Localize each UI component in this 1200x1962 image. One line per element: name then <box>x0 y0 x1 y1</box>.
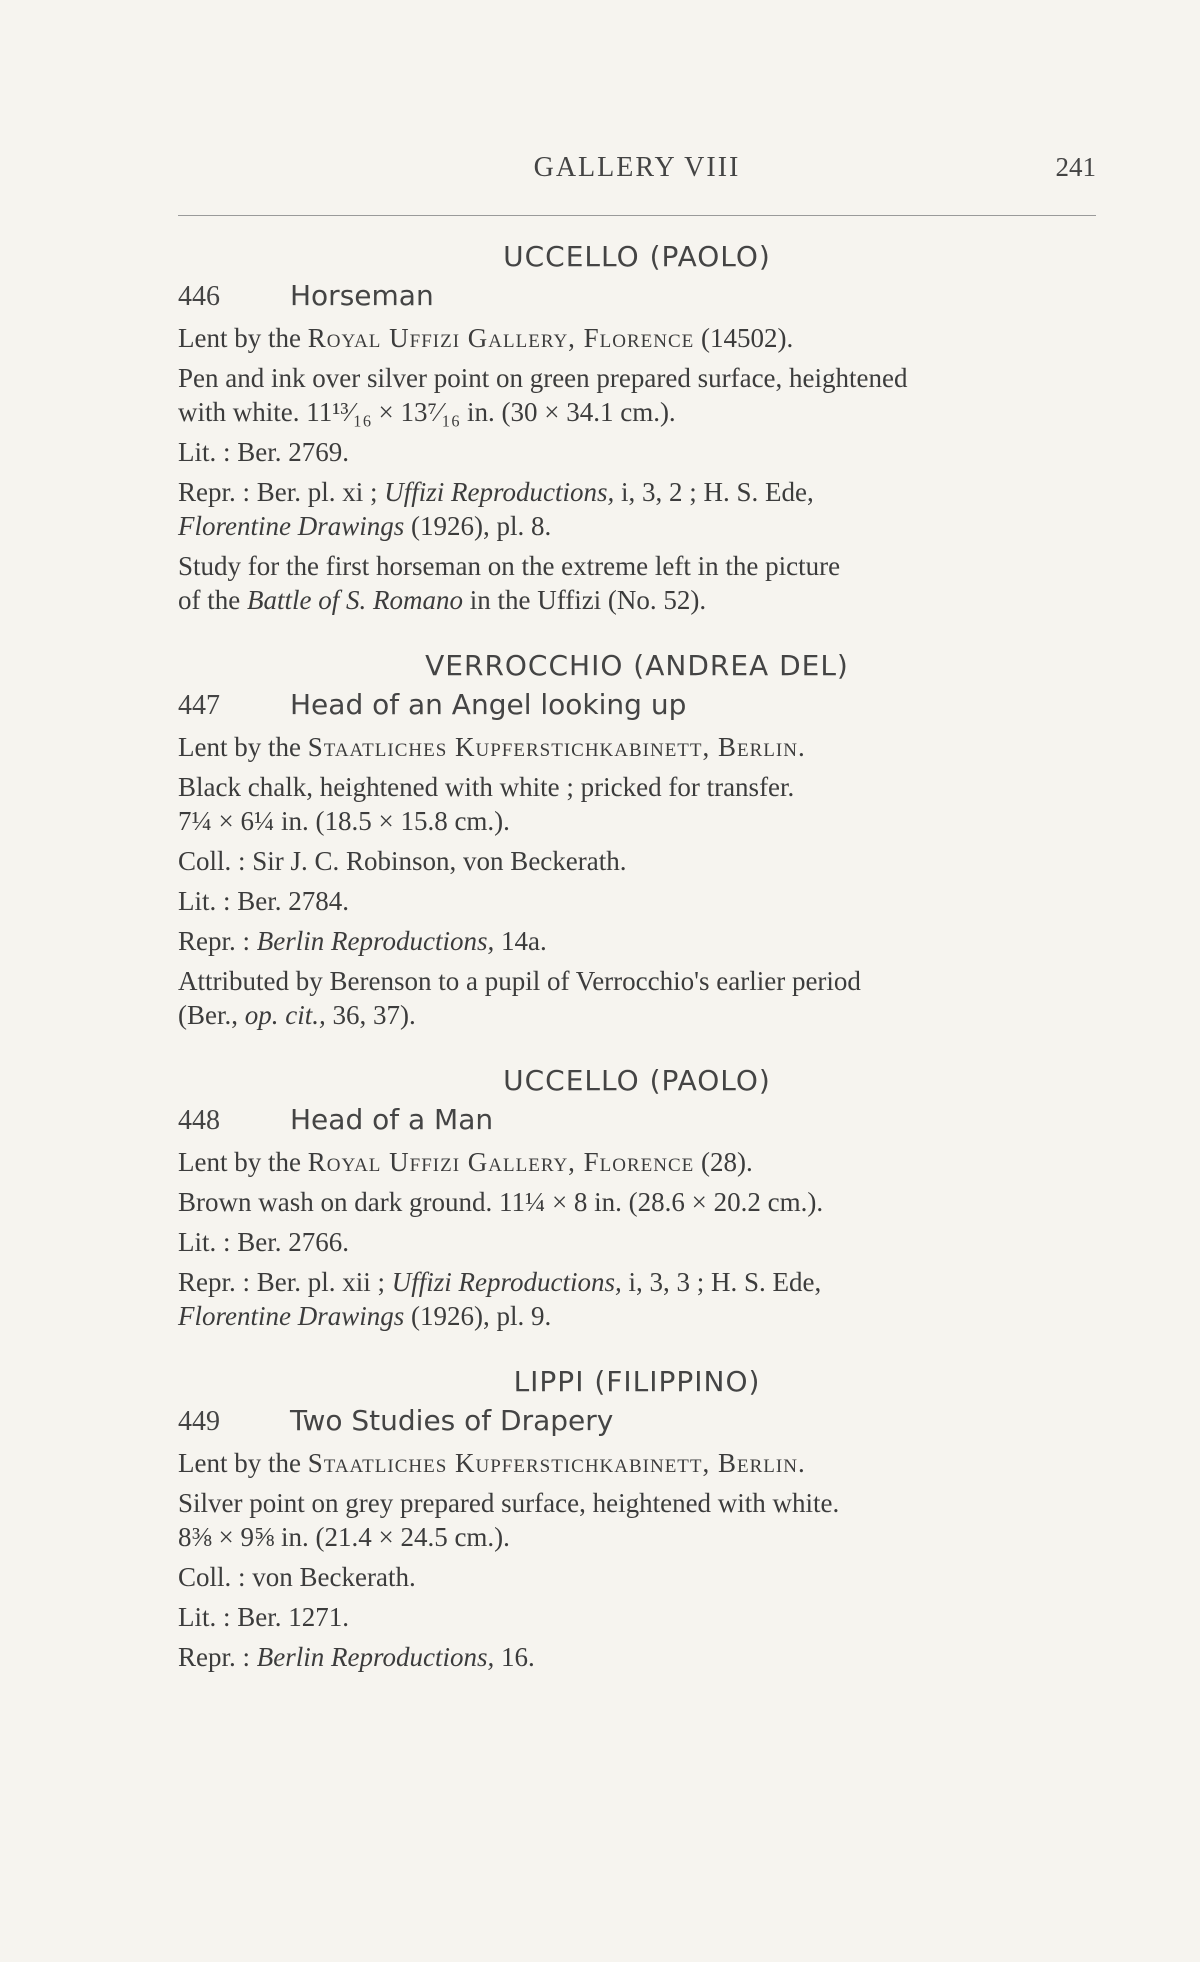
collection-line: Coll. : Sir J. C. Robinson, von Beckerath. <box>178 846 627 876</box>
note-suffix: 36, 37). <box>325 1000 416 1030</box>
repr-prefix: Repr. : <box>178 926 257 956</box>
note-line-2 <box>178 998 1096 1032</box>
note-italic: op. cit., <box>244 1000 326 1030</box>
reproductions-line-2 <box>178 509 1096 543</box>
entry-heading <box>178 279 1096 313</box>
literature-line: Lit. : Ber. 2766. <box>178 1227 349 1257</box>
artist-heading: UCCELLO (PAOLO) <box>503 240 771 273</box>
running-header <box>178 152 1096 192</box>
catalogue-entry-446 <box>178 240 1096 617</box>
entry-title: Horseman <box>290 279 434 312</box>
repr-end: 14a. <box>494 926 547 956</box>
medium-line: Black chalk, heightened with white ; pricked for transfer. <box>178 772 795 802</box>
entry-number: 449 <box>178 1406 220 1437</box>
lent-prefix: Lent by the <box>178 323 308 353</box>
repr-middle: i, 3, 3 ; H. S. Ede, <box>621 1267 822 1297</box>
repr-middle: i, 3, 2 ; H. S. Ede, <box>614 477 814 507</box>
catalogue-entry-449 <box>178 1365 1096 1674</box>
entry-title: Head of an Angel looking up <box>290 688 687 721</box>
repr-source: Berlin Reproductions, <box>256 926 495 956</box>
repr-prefix: Repr. : Ber. pl. xii ; <box>178 1267 392 1297</box>
entry-title: Head of a Man <box>290 1103 494 1136</box>
reproductions-line <box>178 475 1096 509</box>
catalogue-entry-447 <box>178 649 1096 1032</box>
lent-suffix: (28). <box>694 1147 753 1177</box>
note-italic: Battle of S. Romano <box>246 585 463 615</box>
lender-line <box>178 1145 1096 1179</box>
note-line: Study for the first horseman on the extreme left in the picture <box>178 551 841 581</box>
catalogue-content <box>178 240 1096 1680</box>
entry-number: 448 <box>178 1105 220 1136</box>
reproductions-line <box>178 924 1096 958</box>
lender-line <box>178 321 1096 355</box>
lent-prefix: Lent by the <box>178 1147 308 1177</box>
header-rule <box>178 215 1096 216</box>
lender-name: Royal Uffizi Gallery, Florence <box>307 1147 695 1177</box>
repr-prefix: Repr. : Ber. pl. xi ; <box>178 477 385 507</box>
artist-heading: VERROCCHIO (ANDREA DEL) <box>425 649 849 682</box>
medium-line: Silver point on grey prepared surface, heightened with white. <box>178 1488 840 1518</box>
lent-prefix: Lent by the <box>178 732 308 762</box>
repr-end: 16. <box>494 1642 535 1672</box>
note-prefix: of the <box>178 585 247 615</box>
repr-prefix: Repr. : <box>178 1642 257 1672</box>
reproductions-line-2 <box>178 1299 1096 1333</box>
lent-prefix: Lent by the <box>178 1448 308 1478</box>
lender-name: Staatliches Kupferstichkabinett, Berlin. <box>307 1448 806 1478</box>
lender-line <box>178 1446 1096 1480</box>
repr-end: (1926), pl. 9. <box>404 1301 552 1331</box>
entry-heading <box>178 1404 1096 1438</box>
repr-source: Berlin Reproductions, <box>256 1642 495 1672</box>
medium-line: Brown wash on dark ground. 11¼ × 8 in. (28.6 × 20.2 cm.). <box>178 1187 824 1217</box>
lender-name: Royal Uffizi Gallery, Florence <box>307 323 695 353</box>
lender-line <box>178 730 1096 764</box>
entry-number: 447 <box>178 690 220 721</box>
artist-heading: LIPPI (FILIPPINO) <box>513 1365 761 1398</box>
entry-number: 446 <box>178 281 220 312</box>
dimensions-line: with white. 11¹³⁄₁₆ × 13⁷⁄₁₆ in. (30 × 34.1 cm.). <box>178 397 676 427</box>
entry-heading <box>178 688 1096 722</box>
note-line: Attributed by Berenson to a pupil of Verrocchio's earlier period <box>178 966 861 996</box>
dimensions-line: 7¼ × 6¼ in. (18.5 × 15.8 cm.). <box>178 806 510 836</box>
page-number: 241 <box>1055 152 1096 182</box>
entry-heading <box>178 1103 1096 1137</box>
note-line-2 <box>178 583 1096 617</box>
lent-suffix: (14502). <box>694 323 794 353</box>
running-title: GALLERY VIII <box>533 152 741 183</box>
lender-name: Staatliches Kupferstichkabinett, Berlin. <box>307 732 806 762</box>
repr-source: Uffizi Reproductions, <box>391 1267 622 1297</box>
section-gap <box>178 1038 1096 1064</box>
reproductions-line <box>178 1640 1096 1674</box>
repr-end: (1926), pl. 8. <box>404 511 552 541</box>
note-prefix: (Ber., <box>178 1000 245 1030</box>
reproductions-line <box>178 1265 1096 1299</box>
section-gap <box>178 1339 1096 1365</box>
section-gap <box>178 623 1096 649</box>
catalogue-entry-448 <box>178 1064 1096 1333</box>
literature-line: Lit. : Ber. 2769. <box>178 437 349 467</box>
entry-title: Two Studies of Drapery <box>290 1404 614 1437</box>
literature-line: Lit. : Ber. 1271. <box>178 1602 349 1632</box>
note-suffix: in the Uffizi (No. 52). <box>462 585 707 615</box>
artist-heading: UCCELLO (PAOLO) <box>503 1064 771 1097</box>
repr-book-title: Florentine Drawings <box>178 511 405 541</box>
collection-line: Coll. : von Beckerath. <box>178 1562 416 1592</box>
repr-source: Uffizi Reproductions, <box>384 477 615 507</box>
repr-book-title: Florentine Drawings <box>178 1301 405 1331</box>
medium-line: Pen and ink over silver point on green prepared surface, heightened <box>178 363 908 393</box>
dimensions-line: 8⅜ × 9⅝ in. (21.4 × 24.5 cm.). <box>178 1522 510 1552</box>
literature-line: Lit. : Ber. 2784. <box>178 886 349 916</box>
